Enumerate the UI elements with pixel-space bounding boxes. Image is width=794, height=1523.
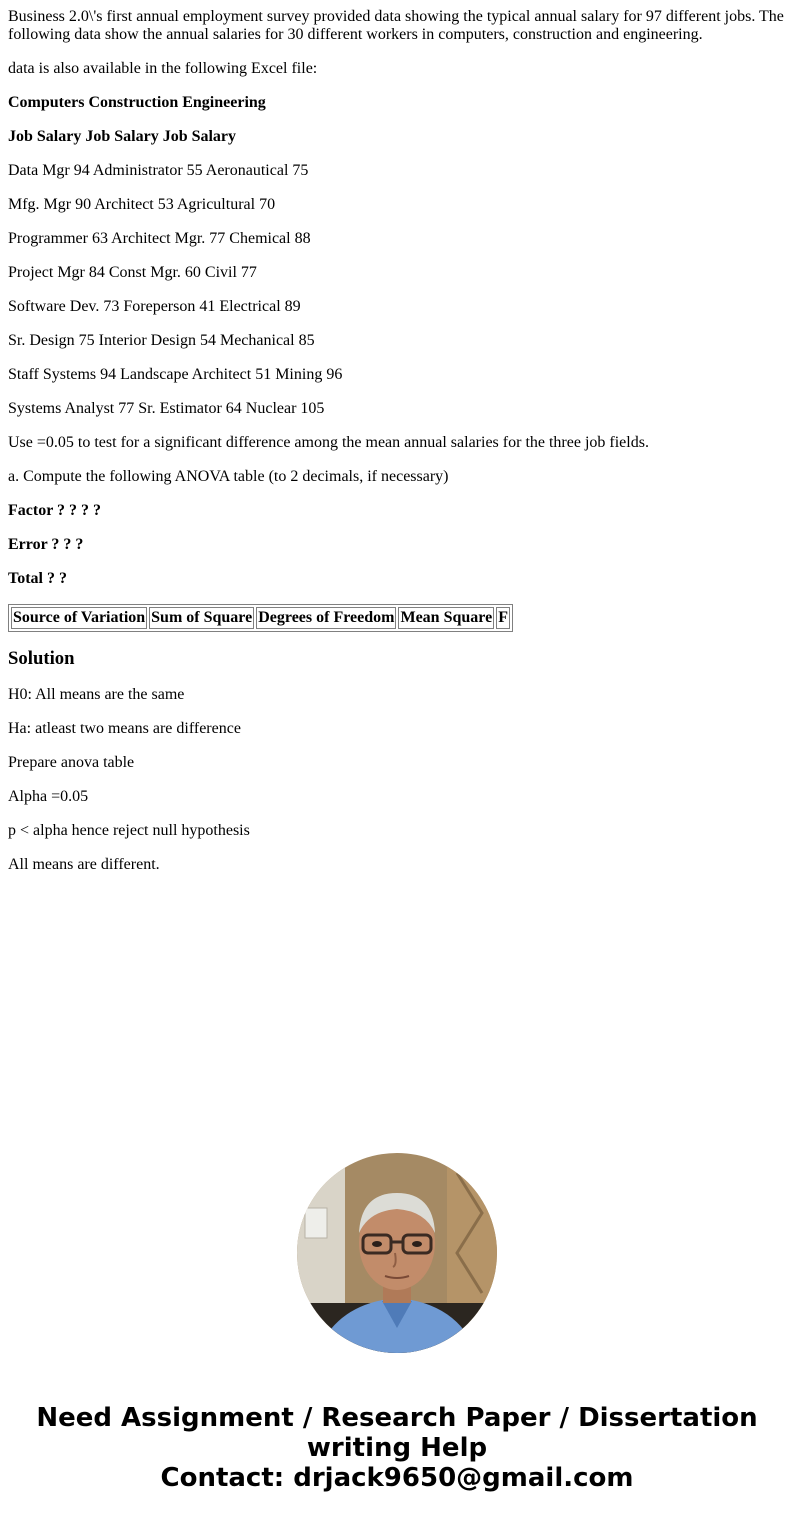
footer-line-1: Need Assignment / Research Paper / Dissertation	[36, 1403, 758, 1433]
solution-line: All means are different.	[8, 856, 160, 873]
tutor-portrait-image	[297, 1153, 497, 1353]
test-instruction: Use =0.05 to test for a significant difference among the mean annual salaries for the three job fields.	[8, 434, 649, 451]
factor-row: Factor ? ? ? ?	[8, 502, 102, 519]
solution-line: H0: All means are the same	[8, 686, 185, 703]
data-row: Staff Systems 94 Landscape Architect 51 Mining 96	[8, 366, 343, 383]
anova-table	[8, 604, 513, 632]
footer-advertisement	[0, 1403, 794, 1493]
data-row: Mfg. Mgr 90 Architect 53 Agricultural 70	[8, 196, 276, 213]
fields-header: Computers Construction Engineering	[8, 94, 266, 111]
anova-header-source: Source of Variation	[11, 607, 147, 629]
footer-contact: Contact: drjack9650@gmail.com	[160, 1463, 634, 1493]
tutor-avatar	[297, 1153, 497, 1353]
data-row: Sr. Design 75 Interior Design 54 Mechanical 85	[8, 332, 315, 349]
anova-header-sum-of-square: Sum of Square	[149, 607, 254, 629]
anova-header-mean-square: Mean Square	[398, 607, 494, 629]
solution-line: Ha: atleast two means are difference	[8, 720, 241, 737]
footer-line-2: writing Help	[306, 1433, 488, 1463]
question-intro: Business 2.0\'s first annual employment survey provided data showing the typical annual salary for 97 different jobs. The following data show the annual salaries for 30 different workers in computers, construction and engineering.	[8, 8, 784, 43]
solution-line: p < alpha hence reject null hypothesis	[8, 822, 250, 839]
columns-header: Job Salary Job Salary Job Salary	[8, 128, 237, 145]
solution-line: Prepare anova table	[8, 754, 135, 771]
total-row: Total ? ?	[8, 570, 67, 587]
data-row: Programmer 63 Architect Mgr. 77 Chemical 88	[8, 230, 311, 247]
solution-title: Solution	[8, 648, 75, 669]
data-row: Data Mgr 94 Administrator 55 Aeronautical 75	[8, 162, 309, 179]
part-a-prompt: a. Compute the following ANOVA table (to 2 decimals, if necessary)	[8, 468, 449, 485]
solution-line: Alpha =0.05	[8, 788, 89, 805]
data-row: Software Dev. 73 Foreperson 41 Electrical 89	[8, 298, 301, 315]
anova-header-degrees-of-freedom: Degrees of Freedom	[256, 607, 396, 629]
excel-note: data is also available in the following Excel file:	[8, 60, 318, 77]
error-row: Error ? ? ?	[8, 536, 84, 553]
anova-header-row	[11, 607, 510, 629]
data-row: Project Mgr 84 Const Mgr. 60 Civil 77	[8, 264, 257, 281]
question-content	[8, 8, 788, 890]
data-row: Systems Analyst 77 Sr. Estimator 64 Nuclear 105	[8, 400, 325, 417]
anova-header-f: F	[496, 607, 510, 629]
